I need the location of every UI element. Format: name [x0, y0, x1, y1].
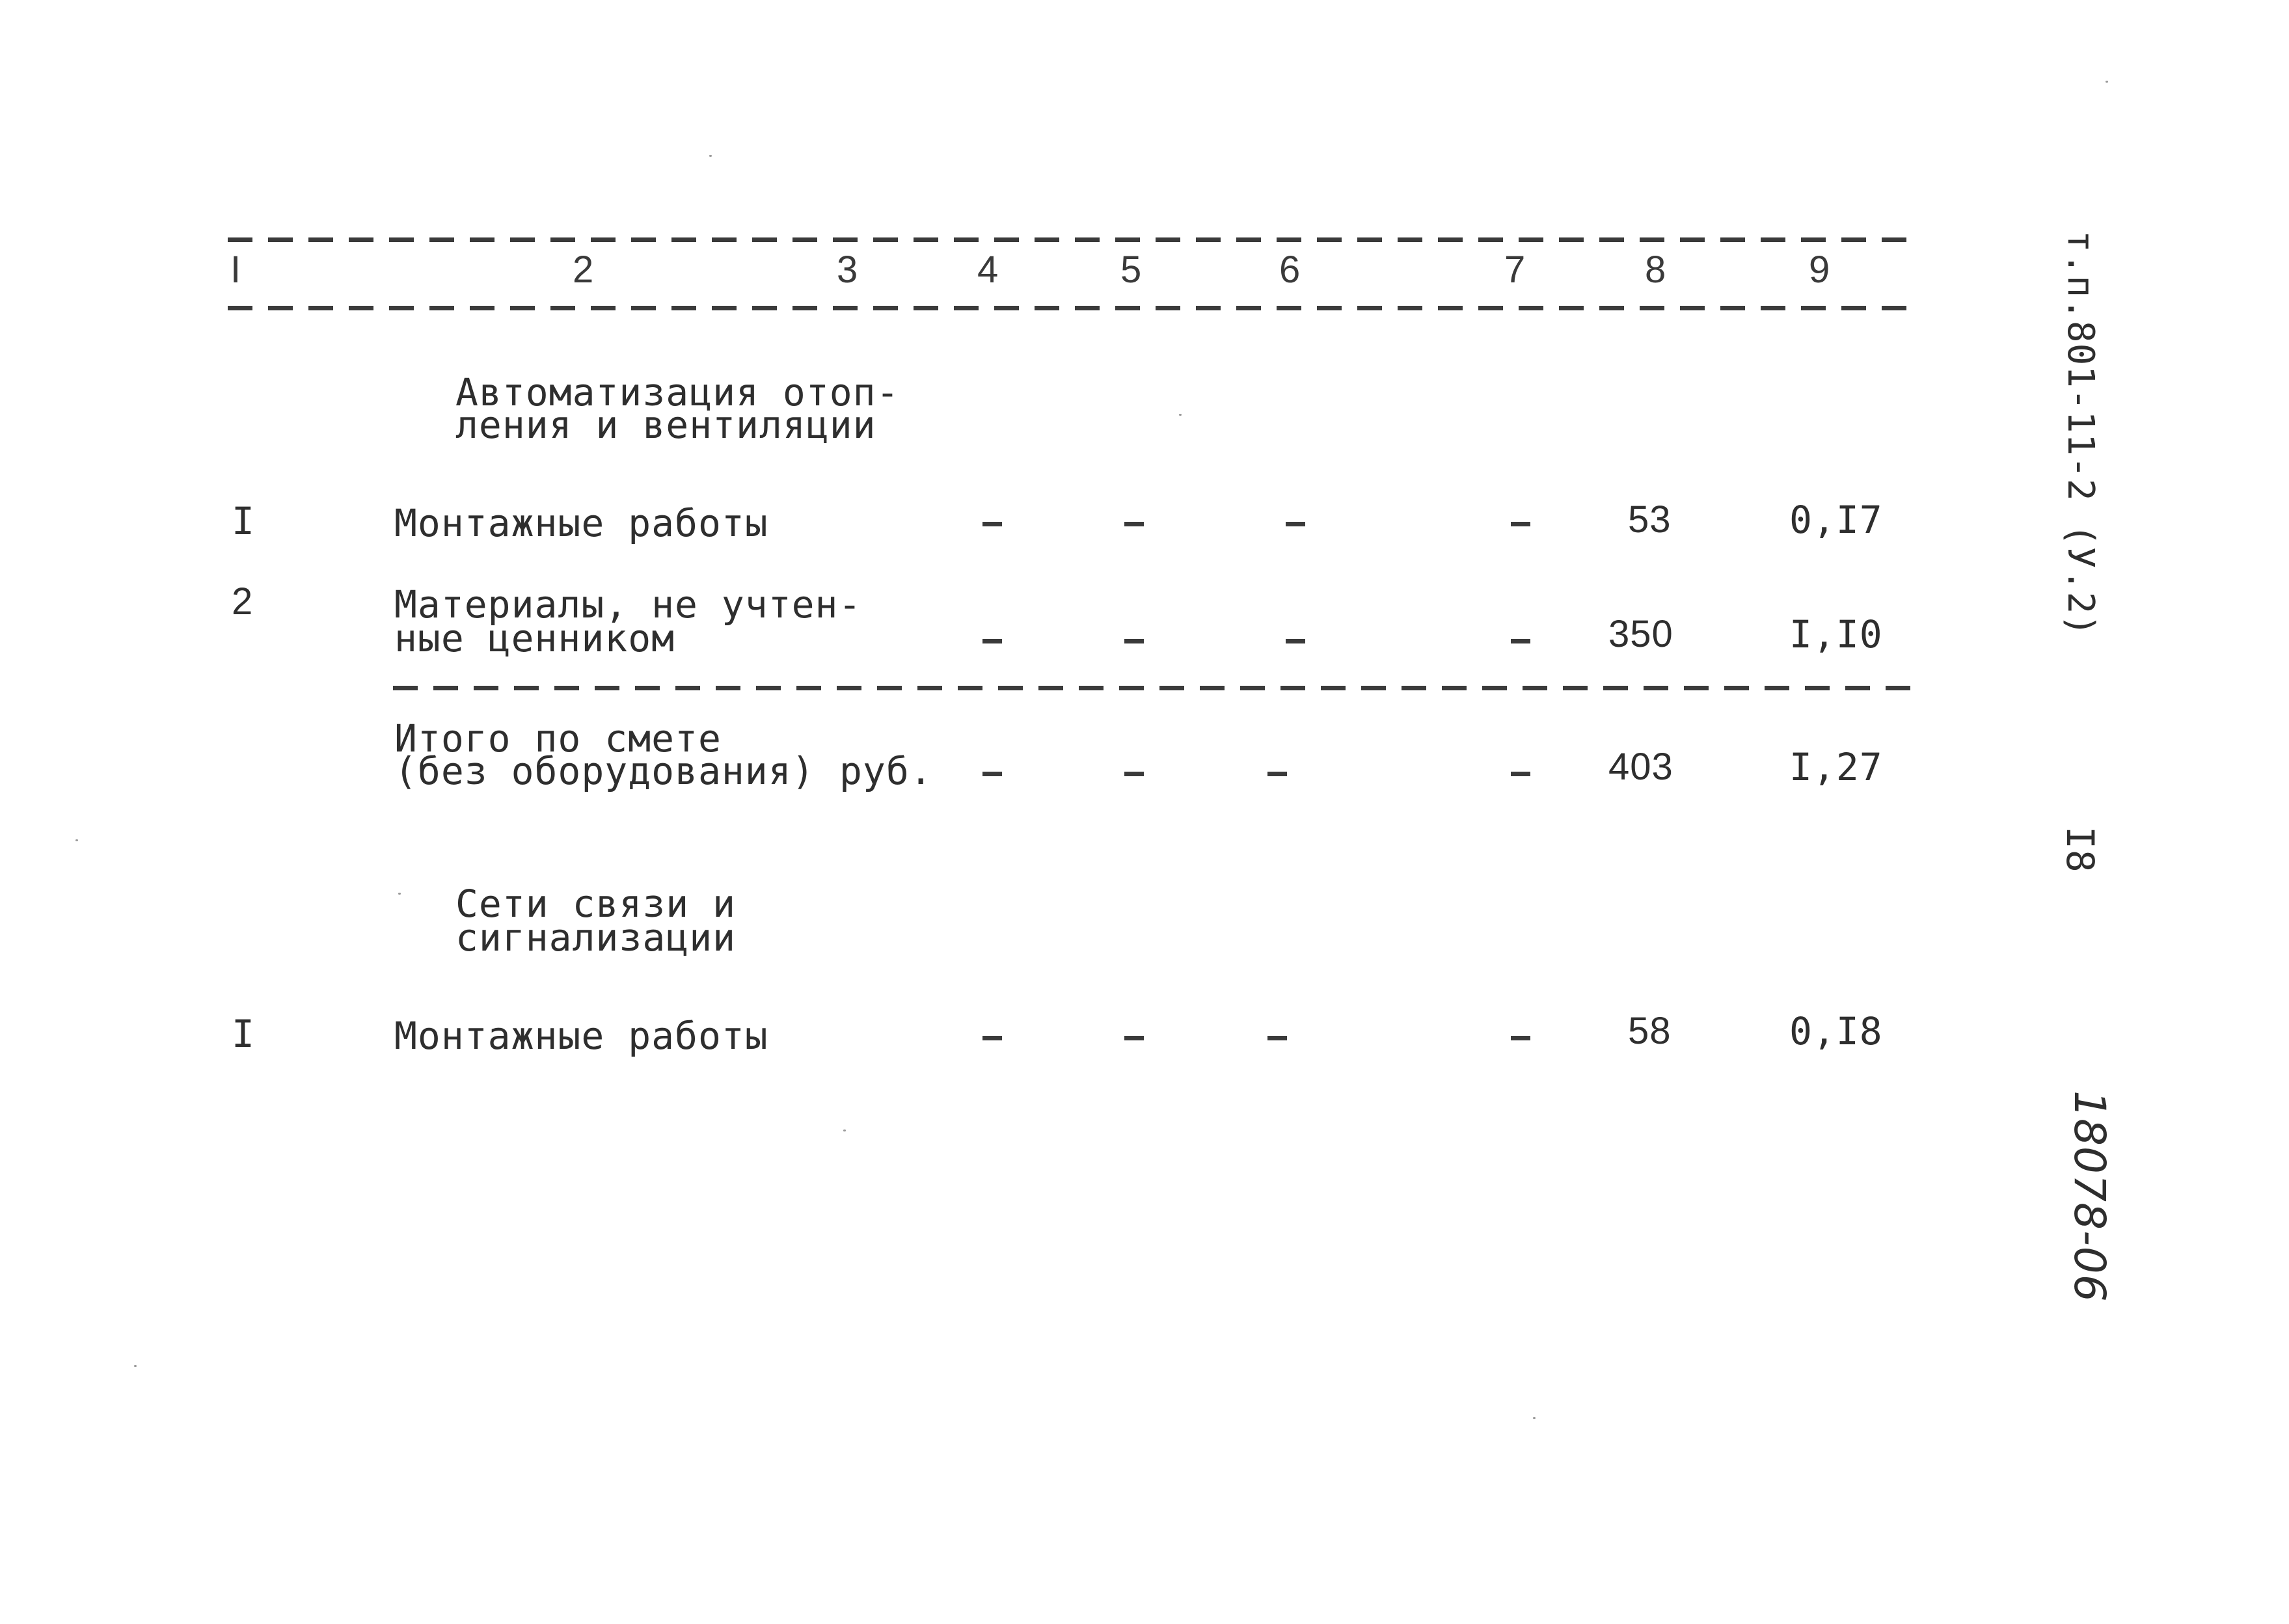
- cell-col9: 0,I8: [1789, 1009, 1883, 1053]
- row-name-line2: ные ценником: [394, 616, 675, 660]
- scan-speck: [398, 893, 401, 895]
- column-header-6: 6: [1279, 249, 1301, 291]
- cell-col9: 0,I7: [1789, 498, 1883, 542]
- column-header-3: 3: [837, 249, 859, 291]
- cell-col8: 58: [1628, 1010, 1672, 1052]
- row-name-line1: Материалы, не учтен-: [394, 582, 862, 627]
- header-rule-bottom: [228, 306, 1913, 310]
- cell-col5-dash: [1124, 1036, 1144, 1040]
- column-header-8: 8: [1645, 249, 1667, 291]
- row-number: I: [232, 1012, 255, 1056]
- scan-speck: [2106, 81, 2108, 83]
- column-header-9: 9: [1809, 249, 1831, 291]
- cell-col9: I,I0: [1789, 612, 1883, 656]
- cell-col5-dash: [1124, 639, 1144, 643]
- scan-speck: [134, 1365, 137, 1367]
- header-rule-top: [228, 237, 1913, 242]
- scan-speck: [843, 1130, 846, 1131]
- page-number: I8: [2058, 826, 2102, 873]
- section1-title-line2: ления и вентиляции: [455, 403, 876, 447]
- row-name: Монтажные работы: [394, 501, 768, 545]
- column-header-7: 7: [1504, 249, 1526, 291]
- column-header-1: I: [230, 249, 242, 291]
- scan-speck: [1533, 1417, 1536, 1419]
- total-unit: руб.: [839, 749, 933, 793]
- section1-title-line1: Автоматизация отоп-: [455, 370, 900, 414]
- cell-col8: 53: [1628, 498, 1672, 541]
- row-number: 2: [232, 580, 254, 623]
- total-label-line2: (без оборудования): [394, 749, 815, 793]
- column-header-4: 4: [977, 249, 999, 291]
- cell-col5-dash: [1124, 772, 1144, 776]
- cell-col8: 403: [1608, 746, 1673, 788]
- cell-col7-dash: [1511, 772, 1530, 776]
- cell-col7-dash: [1511, 1036, 1530, 1040]
- scan-speck: [1179, 414, 1182, 416]
- cell-col4-dash: [982, 522, 1002, 526]
- total-label-line1: Итого по смете: [394, 716, 722, 761]
- cell-col6-dash: [1267, 772, 1287, 776]
- cell-col8: 350: [1608, 613, 1673, 655]
- cell-col5-dash: [1124, 522, 1144, 526]
- cell-col4-dash: [982, 639, 1002, 643]
- subtotal-rule: [393, 686, 1913, 690]
- archive-number: 18078-06: [2065, 1090, 2115, 1303]
- section2-title-line1: Сети связи и: [455, 882, 737, 926]
- scan-speck: [709, 155, 712, 157]
- cell-col4-dash: [982, 1036, 1002, 1040]
- row-number: I: [232, 499, 255, 543]
- cell-col6-dash: [1286, 639, 1305, 643]
- cell-col6-dash: [1267, 1036, 1287, 1040]
- section2-title-line2: сигнализации: [455, 915, 737, 960]
- scan-speck: [75, 839, 78, 841]
- document-code: т.п.801-11-2 (У.2): [2059, 230, 2102, 637]
- cell-col7-dash: [1511, 522, 1530, 526]
- column-header-2: 2: [573, 249, 595, 291]
- column-header-5: 5: [1120, 249, 1143, 291]
- row-name: Монтажные работы: [394, 1014, 768, 1058]
- cell-col6-dash: [1286, 522, 1305, 526]
- cell-col4-dash: [982, 772, 1002, 776]
- cell-col7-dash: [1511, 639, 1530, 643]
- cell-col9: I,27: [1789, 745, 1883, 789]
